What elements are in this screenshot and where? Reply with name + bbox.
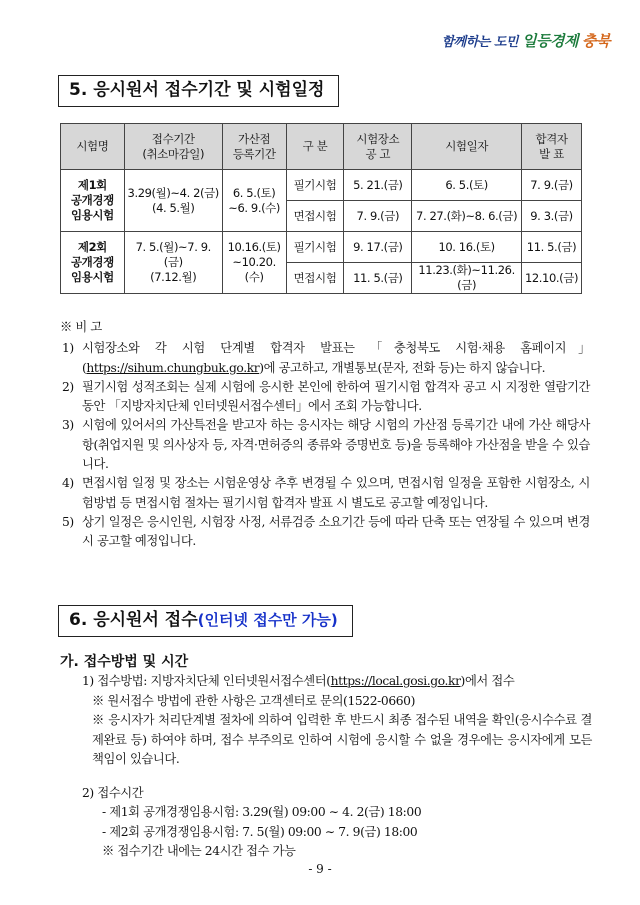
remark-text <box>82 339 590 378</box>
time-line <box>82 823 592 843</box>
remark-text: 필기시험 성적조회는 실제 시험에 응시한 본인에 한하여 필기시험 합격자 공고 시 지정한 열람기간 동안 「지방자치단체 인터넷원서접수센터」에서 조회 가능합니다. <box>82 379 590 414</box>
time-heading: 접수시간 <box>97 785 144 800</box>
remark-number: 5) <box>62 514 74 529</box>
venue-cell: 7. 9.(금) <box>344 201 412 232</box>
result-cell: 12.10.(금) <box>522 263 582 294</box>
remarks <box>60 318 590 552</box>
time-number: 2) <box>82 785 94 800</box>
period-cell: 7. 5.(월)~7. 9.(금) (7.12.월) <box>124 232 222 294</box>
method-note-text: ※ 응시자가 처리단계별 절차에 의하여 입력한 후 반드시 최종 접수된 내역을 확인(응시수수료 결제완료 등) 하여야 하며, 접수 부주의로 인하여 시험에 응시할 수 없을 경우에는 응시자에게 모든 책임이 있습니다. <box>92 713 592 766</box>
table-header-row <box>61 124 582 170</box>
table-row <box>61 170 582 201</box>
remark-text: 시험에 있어서의 가산특전을 받고자 하는 응시자는 해당 시험의 가산점 등록기간 내에 가산 해당사항(취업지원 및 의사상자 등, 자격·면허증의 종류와 증명번호 등)을 등록해야 가산점을 받을 수 있습니다. <box>82 418 590 472</box>
logo-text-2: 일등경제 <box>522 32 578 50</box>
remark-number: 2) <box>62 379 74 394</box>
type-cell: 면접시험 <box>286 263 344 294</box>
header-date: 시험일자 <box>412 124 522 170</box>
type-cell: 면접시험 <box>286 201 344 232</box>
method-text <box>97 672 592 692</box>
page-number: - 9 - <box>308 862 332 876</box>
exam-name-cell: 제1회 공개경쟁 임용시험 <box>61 170 125 232</box>
bonus-cell: 10.16.(토) ~10.20.(수) <box>222 232 286 294</box>
header-type: 구 분 <box>286 124 344 170</box>
remarks-heading: ※ 비 고 <box>60 320 102 334</box>
section5-title <box>58 75 339 107</box>
logo-text-1: 함께하는 도민 <box>441 35 518 50</box>
slogan-logo <box>442 30 610 51</box>
result-cell: 9. 3.(금) <box>522 201 582 232</box>
subsection-heading: 가. 접수방법 및 시간 <box>60 654 189 670</box>
application-center-link[interactable]: https://local.gosi.go.kr <box>330 674 461 688</box>
type-cell: 필기시험 <box>286 232 344 263</box>
date-cell: 7. 27.(화)~8. 6.(금) <box>412 201 522 232</box>
remark-text-pre: 시험장소와 각 시험 단계별 합격자 발표는 「충청북도 시험·채용 홈페이지」( <box>82 341 590 375</box>
method-note-text: ※ 원서접수 방법에 관한 사항은 고객센터로 문의(1522-0660) <box>92 693 415 708</box>
date-cell: 6. 5.(토) <box>412 170 522 201</box>
remark-number: 4) <box>62 476 74 491</box>
method-text-pre: 접수방법: 지방자치단체 인터넷원서접수센터( <box>97 674 331 688</box>
remark-text: 면접시험 일정 및 장소는 시험운영상 추후 변경될 수 있으며, 면접시험 일정을 포함한 시험장소, 시험방법 등 면접시험 절차는 필기시험 합격자 발표 시 별도로 공고할 예정입니다. <box>82 476 590 510</box>
remark-item <box>60 474 590 513</box>
exam-homepage-link[interactable]: https://sihum.chungbuk.go.kr <box>86 360 260 375</box>
date-cell: 10. 16.(토) <box>412 232 522 263</box>
method-note <box>82 711 592 770</box>
section6-title <box>58 605 353 637</box>
table-row <box>61 232 582 263</box>
remark-text-post: )에 공고하고, 개별통보(문자, 전화 등)는 하지 않습니다. <box>259 360 546 375</box>
section6-title-note: (인터넷 접수만 가능) <box>197 611 338 629</box>
result-cell: 11. 5.(금) <box>522 232 582 263</box>
header-venue: 시험장소 공 고 <box>344 124 412 170</box>
time-note <box>82 842 592 862</box>
venue-cell: 11. 5.(금) <box>344 263 412 294</box>
header-exam: 시험명 <box>61 124 125 170</box>
remark-item <box>60 416 590 474</box>
time-heading-line <box>82 784 592 804</box>
method-line <box>82 672 592 692</box>
application-method <box>82 672 592 862</box>
method-note <box>82 692 592 712</box>
header-period: 접수기간 (취소마감일) <box>124 124 222 170</box>
date-cell: 11.23.(화)~11.26.(금) <box>412 263 522 294</box>
bonus-cell: 6. 5.(토) ~6. 9.(수) <box>222 170 286 232</box>
period-cell: 3.29(월)~4. 2(금) (4. 5.월) <box>124 170 222 232</box>
time-note-text: ※ 접수기간 내에는 24시간 접수 가능 <box>102 844 296 858</box>
section5-title-text: 5. 응시원서 접수기간 및 시험일정 <box>69 80 325 100</box>
header-result: 합격자 발 표 <box>522 124 582 170</box>
remark-text: 상기 일정은 응시인원, 시험장 사정, 서류검증 소요기간 등에 따라 단축 또는 연장될 수 있으며 변경 시 공고할 예정입니다. <box>82 514 590 549</box>
header-bonus: 가산점 등록기간 <box>222 124 286 170</box>
section6-title-text: 6. 응시원서 접수 <box>69 610 198 630</box>
method-number: 1) <box>82 674 94 688</box>
venue-cell: 5. 21.(금) <box>344 170 412 201</box>
schedule-table <box>60 123 582 294</box>
method-text-post: )에서 접수 <box>460 674 515 688</box>
logo-text-3: 충북 <box>582 32 610 50</box>
result-cell: 7. 9.(금) <box>522 170 582 201</box>
remark-item <box>60 378 590 417</box>
time-line-text: - 제1회 공개경쟁임용시험: 3.29(월) 09:00 ∼ 4. 2(금) 18:00 <box>102 805 422 819</box>
venue-cell: 9. 17.(금) <box>344 232 412 263</box>
exam-name-cell: 제2회 공개경쟁 임용시험 <box>61 232 125 294</box>
type-cell: 필기시험 <box>286 170 344 201</box>
remark-item <box>60 513 590 552</box>
time-line-text: - 제2회 공개경쟁임용시험: 7. 5(월) 09:00 ∼ 7. 9(금) 18:00 <box>102 824 418 839</box>
time-line <box>82 803 592 823</box>
remark-item <box>60 339 590 378</box>
remark-number: 3) <box>62 418 74 433</box>
remark-number: 1) <box>62 341 74 356</box>
